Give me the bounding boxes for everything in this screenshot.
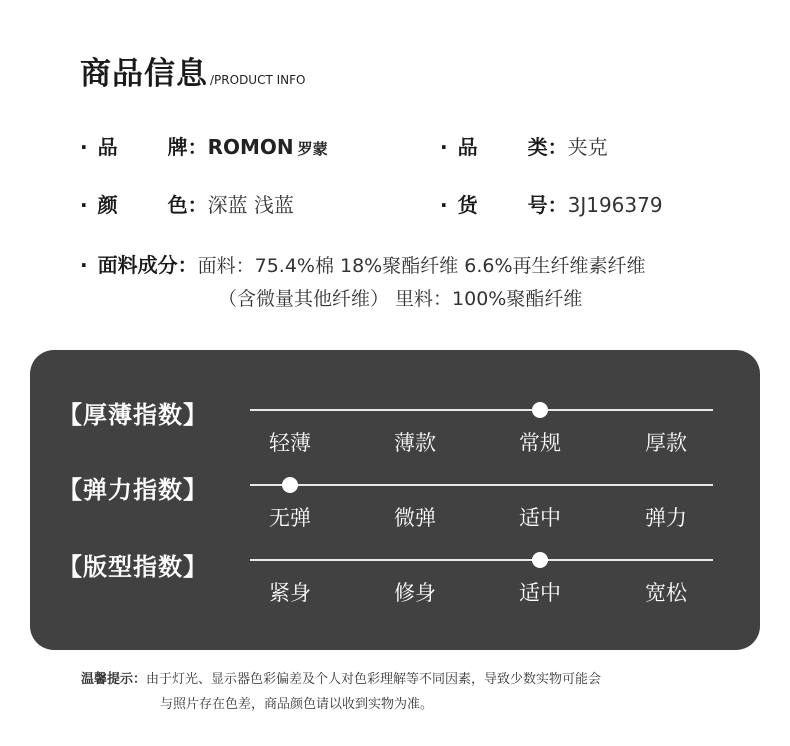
elasticity-option: 弹力 — [645, 506, 687, 530]
brand-label-a: 品 — [97, 135, 118, 159]
tip-label: 温馨提示： — [81, 672, 147, 687]
elasticity-index-title: 【弹力指数】 — [58, 476, 208, 504]
category-row — [440, 131, 608, 160]
elasticity-track — [250, 484, 713, 486]
fit-track — [250, 559, 713, 561]
tip-line-2 — [160, 693, 433, 712]
elasticity-option: 微弹 — [394, 506, 436, 530]
color-row — [80, 189, 294, 218]
thickness-index-title: 【厚薄指数】 — [58, 401, 208, 429]
sku-value: 3J196379 — [567, 193, 663, 217]
fit-option: 适中 — [519, 581, 561, 605]
fabric-label: 面料成分： — [97, 253, 198, 277]
category-label-b: 类： — [527, 135, 568, 159]
brand-value-cn: 罗蒙 — [297, 140, 328, 158]
thickness-option: 厚款 — [645, 431, 687, 455]
thickness-option: 轻薄 — [269, 431, 311, 455]
fabric-line2: （含微量其他纤维） 里料：100%聚酯纤维 — [218, 288, 583, 310]
fit-option: 宽松 — [645, 581, 687, 605]
fit-option: 紧身 — [269, 581, 311, 605]
category-label-a: 品 — [457, 135, 478, 159]
fabric-row — [80, 249, 646, 278]
fit-index-title: 【版型指数】 — [58, 553, 208, 581]
bullet: · — [440, 193, 448, 217]
tip-line-1 — [81, 668, 601, 687]
page-title — [80, 48, 305, 93]
tip-text-1: 由于灯光、显示器色彩偏差及个人对色彩理解等不同因素，导致少数实物可能会 — [146, 672, 602, 687]
category-value: 夹克 — [567, 135, 608, 159]
title-en: /PRODUCT INFO — [210, 73, 306, 87]
brand-label-b: 牌： — [167, 135, 208, 159]
elasticity-option: 无弹 — [269, 506, 311, 530]
fit-option: 修身 — [394, 581, 436, 605]
title-cn: 商品信息 — [80, 56, 208, 92]
brand-value-en: ROMON — [207, 135, 294, 159]
elasticity-option: 适中 — [519, 506, 561, 530]
bullet: · — [80, 253, 88, 277]
color-label-a: 颜 — [97, 193, 118, 217]
sku-label-a: 货 — [457, 193, 478, 217]
sku-label-b: 号： — [527, 193, 568, 217]
tip-text-2: 与照片存在色差，商品颜色请以收到实物为准。 — [160, 697, 434, 712]
bullet: · — [440, 135, 448, 159]
fit-index-panel — [30, 350, 760, 650]
color-label-b: 色： — [167, 193, 208, 217]
bullet: · — [80, 135, 88, 159]
brand-row — [80, 131, 328, 160]
thickness-track — [250, 409, 713, 411]
sku-row — [440, 189, 663, 218]
thickness-option: 薄款 — [394, 431, 436, 455]
thickness-knob — [532, 402, 548, 418]
fit-knob — [532, 552, 548, 568]
color-value: 深蓝 浅蓝 — [207, 193, 294, 217]
bullet: · — [80, 193, 88, 217]
fabric-line1: 面料：75.4%棉 18%聚酯纤维 6.6%再生纤维素纤维 — [197, 255, 646, 277]
thickness-option: 常规 — [519, 431, 561, 455]
fabric-row-2 — [218, 284, 582, 311]
elasticity-knob — [282, 477, 298, 493]
